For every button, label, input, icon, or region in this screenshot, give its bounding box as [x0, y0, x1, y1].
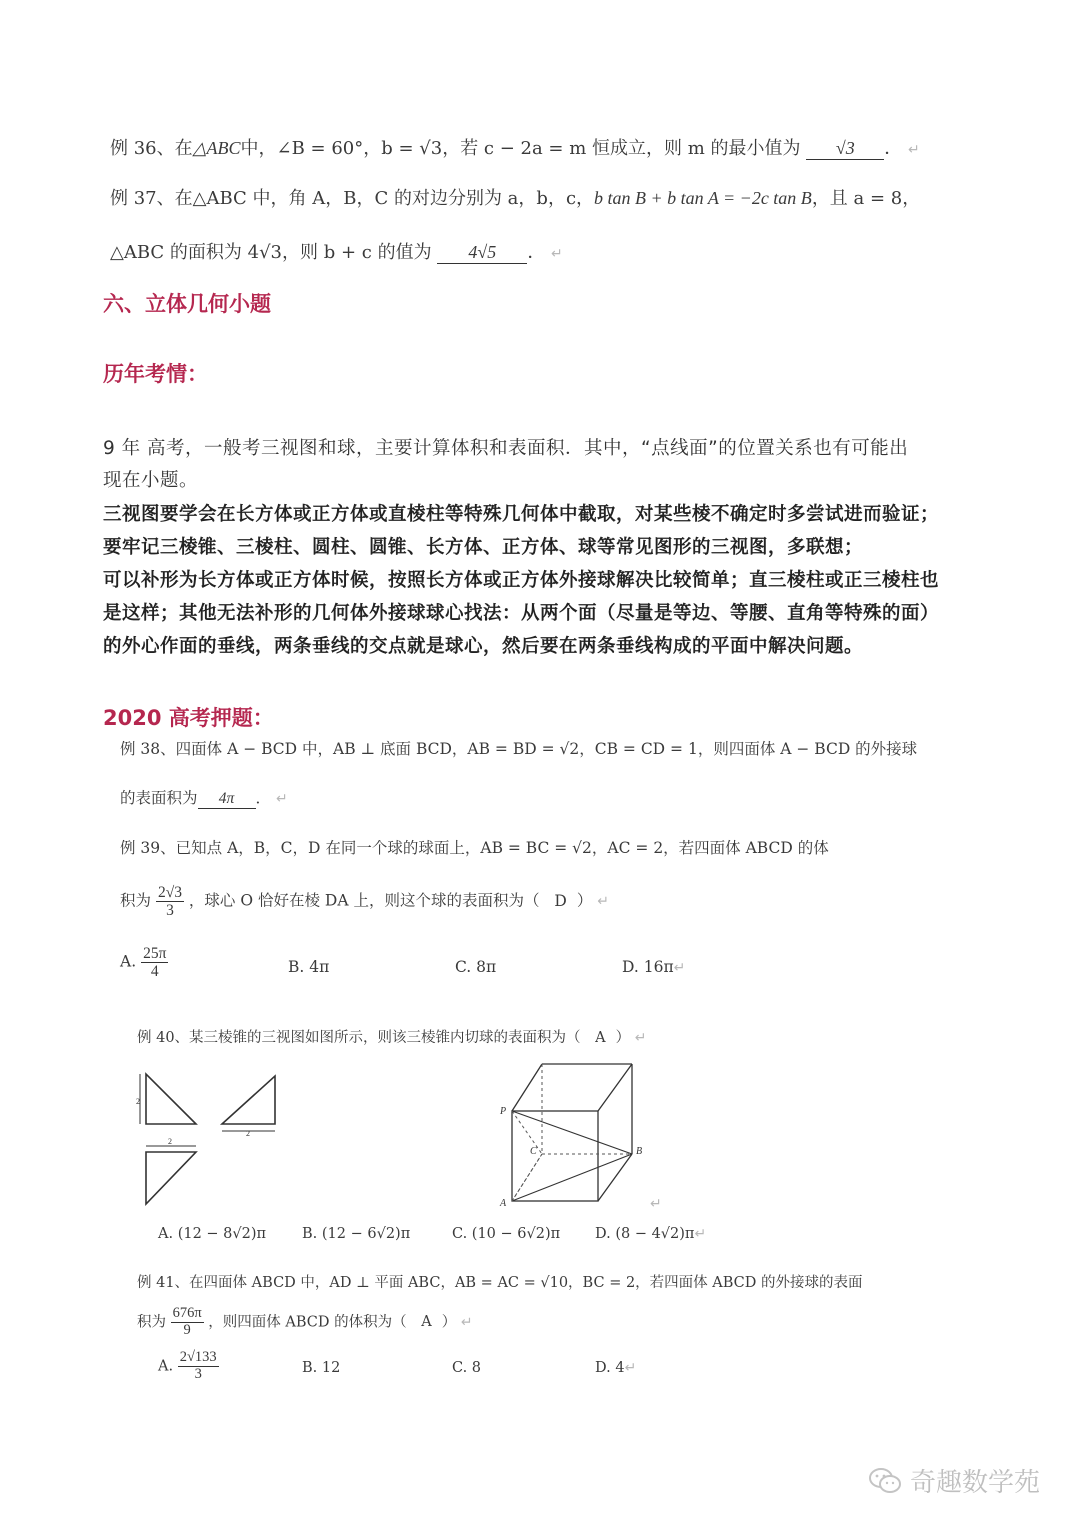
- return-mark-icon: ↵: [275, 791, 288, 807]
- section-title: 六、立体几何小题: [103, 292, 271, 316]
- example-37-answer: 4√5: [437, 242, 527, 264]
- return-mark-icon: ↵: [694, 1226, 707, 1242]
- tip-line-5: 的外心作面的垂线，两条垂线的交点就是球心，然后要在两条垂线构成的平面中解决问题。: [103, 636, 864, 657]
- point-p-label: P: [500, 1106, 507, 1117]
- history-text-line-1: 9 年 高考，一般考三视图和球，主要计算体积和表面积．其中，“点线面”的位置关系也有可能出: [103, 438, 909, 459]
- volume-fraction: $\frac{2√3}{3}$: [157, 884, 182, 920]
- example-41-option-c: C. 8: [452, 1360, 482, 1376]
- example-37-formula: b tan B + b tan A = −2c tan B: [594, 188, 812, 208]
- return-mark-icon: ↵: [624, 1360, 637, 1376]
- history-text-line-2: 现在小题。: [103, 470, 199, 491]
- example-40-option-c: C. (10 − 6√2)π: [452, 1226, 561, 1242]
- example-41-option-d: D. 4↵: [595, 1360, 637, 1376]
- point-a-label: A: [500, 1198, 507, 1209]
- side-view-dim: 2: [246, 1129, 250, 1138]
- example-41-answer: A: [421, 1314, 432, 1331]
- option-a-fraction: $\frac{25\pi}{4}$: [143, 945, 167, 981]
- side-view-triangle: [222, 1076, 275, 1124]
- return-mark-icon: ↵: [634, 1030, 647, 1046]
- example-39-answer: D: [554, 891, 567, 910]
- cube-diagram: [494, 1056, 654, 1210]
- tip-line-2: 要牢记三棱锥、三棱柱、圆柱、圆锥、长方体、正方体、球等常见图形的三视图，多联想；: [103, 537, 864, 558]
- return-mark-icon: ↵: [908, 142, 920, 158]
- example-40-option-b: B. (12 − 6√2)π: [302, 1226, 411, 1242]
- example-37-line-1: 例 37、在△ABC 中，角 A，B，C 的对边分别为 a，b，c，b tan B + b tan A = −2c tan B，且 a = 8，: [110, 188, 921, 209]
- history-title: 历年考情：: [103, 362, 208, 386]
- area-fraction: $\frac{676\pi}{9}$: [172, 1305, 202, 1338]
- example-36: 例 36、在△ABC中，∠B = 60°，b = √3，若 c − 2a = m 恒成立，则 m 的最小值为 √3 ． ↵: [110, 138, 920, 159]
- example-41-line-1: 例 41、在四面体 ABCD 中，AD ⊥ 平面 ABC，AB = AC = √10，BC = 2，若四面体 ABCD 的外接球的表面: [137, 1275, 863, 1291]
- return-mark-icon: ↵: [597, 893, 610, 910]
- example-39-option-b: B. 4π: [288, 958, 330, 976]
- example-39-option-c: C. 8π: [455, 958, 497, 976]
- watermark: [868, 1462, 1040, 1499]
- example-40-answer: A: [595, 1030, 606, 1046]
- tip-line-3: 可以补形为长方体或正方体时候，按照长方体或正方体外接球解决比较简单；直三棱柱或正三棱柱也: [103, 570, 940, 591]
- watermark-text: 奇趣数学苑: [910, 1468, 1041, 1498]
- example-38-line-2: 的表面积为 4π ． ↵: [120, 789, 288, 807]
- return-mark-icon: ↵: [650, 1196, 662, 1212]
- example-40-option-d: D. (8 − 4√2)π↵: [595, 1226, 707, 1242]
- wechat-logo-icon: [868, 1466, 902, 1496]
- example-39-option-d: D. 16π↵: [622, 958, 686, 976]
- example-41-line-2: 积为 $\frac{676\pi}{9}$ ，则四面体 ABCD 的体积为（ A ） ↵: [137, 1305, 473, 1338]
- tip-line-4: 是这样；其他无法补形的几何体外接球球心找法：从两个面（尽量是等边、等腰、直角等特殊的面）: [103, 603, 940, 624]
- front-view-triangle: [146, 1074, 196, 1124]
- return-mark-icon: ↵: [673, 960, 686, 976]
- tip-line-1: 三视图要学会在长方体或正方体或直棱柱等特殊几何体中截取，对某些棱不确定时多尝试进而验证；: [103, 504, 940, 525]
- example-36-answer: √3: [806, 138, 884, 160]
- example-38-line-1: 例 38、四面体 A − BCD 中，AB ⊥ 底面 BCD，AB = BD = √2，CB = CD = 1，则四面体 A − BCD 的外接球: [120, 740, 918, 758]
- option-a-fraction: $\frac{2√133}{3}$: [179, 1349, 217, 1382]
- example-38-answer: 4π: [198, 790, 256, 809]
- example-39-option-a: A. $\frac{25\pi}{4}$: [120, 945, 167, 981]
- return-mark-icon: ↵: [460, 1314, 473, 1331]
- example-37-line-2: △ABC 的面积为 4√3，则 b + c 的值为 4√5 ． ↵: [110, 242, 563, 263]
- top-view-dim: 2: [168, 1137, 172, 1146]
- top-view-triangle: [146, 1152, 196, 1204]
- point-b-label: B: [636, 1146, 643, 1157]
- example-41-option-b: B. 12: [302, 1360, 341, 1376]
- three-view-diagram: [130, 1066, 290, 1212]
- example-41-option-a: A. $\frac{2√133}{3}$: [158, 1349, 217, 1382]
- example-40-line-1: 例 40、某三棱锥的三视图如图所示，则该三棱锥内切球的表面积为（ A ） ↵: [137, 1030, 647, 1046]
- example-39-line-2: 积为 $\frac{2√3}{3}$ ，球心 O 恰好在棱 DA 上，则这个球的表面积为（ D ） ↵: [120, 884, 610, 920]
- return-mark-icon: ↵: [551, 246, 563, 262]
- point-c-label: C: [530, 1146, 537, 1157]
- predict-title: 2020 高考押题：: [103, 706, 274, 730]
- example-40-option-a: A. (12 − 8√2)π: [158, 1226, 267, 1242]
- example-39-line-1: 例 39、已知点 A，B，C，D 在同一个球的球面上，AB = BC = √2，AC = 2，若四面体 ABCD 的体: [120, 839, 829, 857]
- front-view-dim: 2: [136, 1097, 140, 1106]
